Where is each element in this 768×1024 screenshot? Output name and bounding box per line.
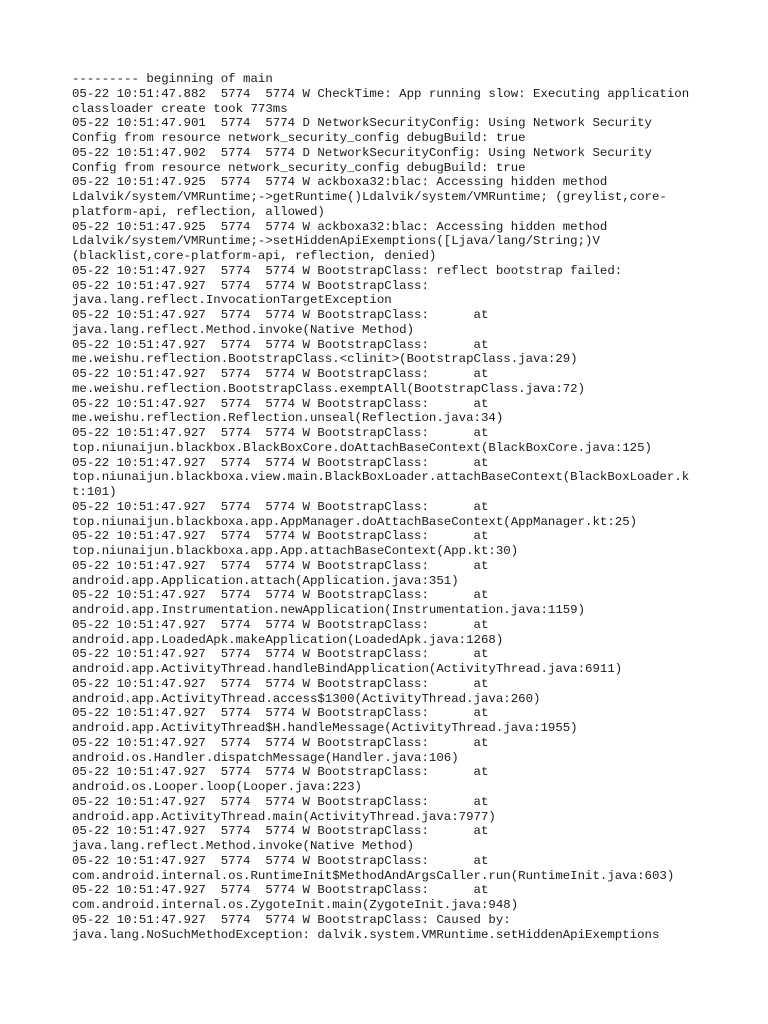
log-line: 05-22 10:51:47.927 5774 5774 W BootstrapClass: reflect bootstrap failed: [72,263,623,278]
log-line: 05-22 10:51:47.927 5774 5774 W BootstrapClass: at [72,735,489,750]
log-line: android.app.ActivityThread.handleBindApplication(ActivityThread.java:6911) [72,662,623,676]
log-line: 05-22 10:51:47.901 5774 5774 D NetworkSecurityConfig: Using Network Security [72,116,652,131]
log-line: 05-22 10:51:47.927 5774 5774 W BootstrapClass: at [72,853,489,868]
log-line: android.app.ActivityThread.access$1300(ActivityThread.java:260) [72,691,541,706]
log-line: (blacklist,core-platform-api, reflection, denied) [72,249,437,263]
log-line: android.app.Application.attach(Application.java:351) [72,573,459,588]
log-line: 05-22 10:51:47.927 5774 5774 W BootstrapClass: at [72,676,489,691]
log-line: 05-22 10:51:47.927 5774 5774 W BootstrapClass: at [72,794,489,809]
log-line: java.lang.reflect.Method.invoke(Native Method) [72,839,415,853]
log-line: 05-22 10:51:47.927 5774 5774 W BootstrapClass: at [72,367,489,381]
log-line: 05-22 10:51:47.925 5774 5774 W ackboxa32:blac: Accessing hidden method [72,219,608,234]
log-line: android.app.Instrumentation.newApplication(Instrumentation.java:1159) [72,603,586,617]
log-line: 05-22 10:51:47.927 5774 5774 W BootstrapClass: [72,278,429,293]
log-line: com.android.internal.os.ZygoteInit.main(ZygoteInit.java:948) [72,898,519,912]
log-line: Config from resource network_security_config debugBuild: true [72,131,526,145]
log-line: top.niunaijun.blackboxa.app.App.attachBaseContext(App.kt:30) [72,544,519,558]
log-line: android.app.ActivityThread$H.handleMessage(ActivityThread.java:1955) [72,721,578,735]
log-line: 05-22 10:51:47.927 5774 5774 W BootstrapClass: at [72,558,489,573]
log-line: android.app.ActivityThread.main(ActivityThread.java:7977) [72,809,496,824]
log-line: android.os.Handler.dispatchMessage(Handler.java:106) [72,750,459,765]
log-line: 05-22 10:51:47.882 5774 5774 W CheckTime: App running slow: Executing application [72,86,690,101]
log-line: me.weishu.reflection.Reflection.unseal(Reflection.java:34) [72,411,504,426]
log-line: 05-22 10:51:47.927 5774 5774 W BootstrapClass: at [72,588,489,603]
log-line: android.app.LoadedApk.makeApplication(LoadedApk.java:1268) [72,632,504,647]
log-line: top.niunaijun.blackbox.BlackBoxCore.doAttachBaseContext(BlackBoxCore.java:125) [72,440,652,455]
log-line: 05-22 10:51:47.902 5774 5774 D NetworkSecurityConfig: Using Network Security [72,145,652,160]
log-line: classloader create took 773ms [72,101,288,116]
log-line: me.weishu.reflection.BootstrapClass.<clinit>(BootstrapClass.java:29) [72,352,578,367]
log-line: 05-22 10:51:47.927 5774 5774 W BootstrapClass: Caused by: [72,912,511,927]
log-line: me.weishu.reflection.BootstrapClass.exemptAll(BootstrapClass.java:72) [72,381,586,396]
log-line: 05-22 10:51:47.927 5774 5774 W BootstrapClass: at [72,529,489,544]
log-line: 05-22 10:51:47.927 5774 5774 W BootstrapClass: at [72,617,489,632]
log-line: 05-22 10:51:47.927 5774 5774 W BootstrapClass: at [72,824,489,839]
log-line: java.lang.reflect.InvocationTargetException [72,293,392,308]
log-line: Config from resource network_security_config debugBuild: true [72,160,526,175]
log-line: 05-22 10:51:47.925 5774 5774 W ackboxa32:blac: Accessing hidden method [72,175,608,190]
log-line: top.niunaijun.blackboxa.app.AppManager.doAttachBaseContext(AppManager.kt:25) [72,514,638,529]
log-line: java.lang.NoSuchMethodException: dalvik.system.VMRuntime.setHiddenApiExemptions [72,927,660,942]
log-output [72,72,712,942]
log-line: Ldalvik/system/VMRuntime;->getRuntime()Ldalvik/system/VMRuntime; (greylist,core- [72,190,667,204]
log-line: 05-22 10:51:47.927 5774 5774 W BootstrapClass: at [72,883,489,898]
log-line: java.lang.reflect.Method.invoke(Native Method) [72,322,415,337]
log-line: platform-api, reflection, allowed) [72,204,325,219]
log-line: 05-22 10:51:47.927 5774 5774 W BootstrapClass: at [72,765,489,780]
log-line: 05-22 10:51:47.927 5774 5774 W BootstrapClass: at [72,706,489,721]
log-line: 05-22 10:51:47.927 5774 5774 W BootstrapClass: at [72,499,489,514]
log-line: android.os.Looper.loop(Looper.java:223) [72,780,362,794]
log-line: 05-22 10:51:47.927 5774 5774 W BootstrapClass: at [72,647,489,662]
log-line: top.niunaijun.blackboxa.view.main.BlackBoxLoader.attachBaseContext(BlackBoxLoader.k [72,470,690,485]
log-line: 05-22 10:51:47.927 5774 5774 W BootstrapClass: at [72,426,489,440]
log-line: Ldalvik/system/VMRuntime;->setHiddenApiExemptions([Ljava/lang/String;)V [72,234,600,249]
log-line: 05-22 10:51:47.927 5774 5774 W BootstrapClass: at [72,308,489,322]
log-line: 05-22 10:51:47.927 5774 5774 W BootstrapClass: at [72,337,489,352]
log-line: 05-22 10:51:47.927 5774 5774 W BootstrapClass: at [72,455,489,470]
log-line: 05-22 10:51:47.927 5774 5774 W BootstrapClass: at [72,396,489,411]
log-line: --------- beginning of main [72,72,273,86]
log-line: t:101) [72,485,117,499]
log-line: com.android.internal.os.RuntimeInit$MethodAndArgsCaller.run(RuntimeInit.java:603) [72,868,675,883]
